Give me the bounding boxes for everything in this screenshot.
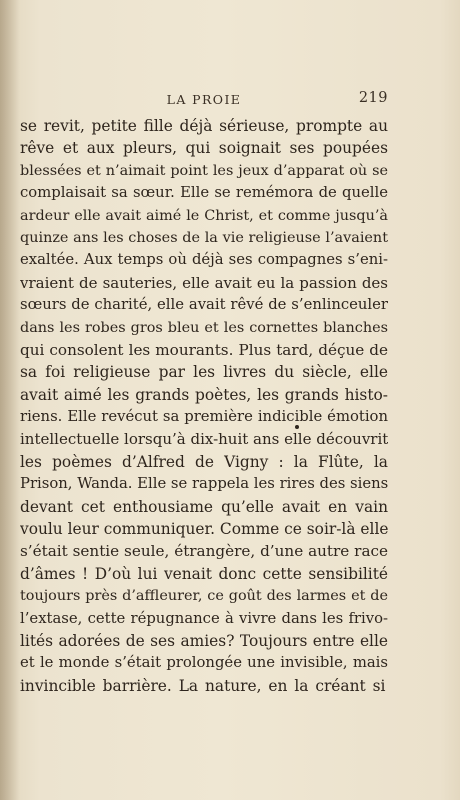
text-line: lités adorées de ses amies? Toujours entre elle (20, 631, 388, 650)
text-line: les poèmes d’Alfred de Vigny : la Flûte, la (20, 452, 388, 471)
text-line: dans les robes gros bleu et les cornettes blanches (20, 319, 388, 336)
text-line: vraient de sauteries, elle avait eu la passion des (20, 273, 388, 292)
gutter-shadow (0, 0, 20, 800)
text-line: se revit, petite fille déjà sérieuse, prompte au (20, 117, 388, 135)
text-line: qui consolent les mourants. Plus tard, déçue de (20, 340, 388, 359)
text-line: invincible barrière. La nature, en la créant si (20, 676, 386, 695)
text-line: l’extase, cette répugnance à vivre dans les frivo- (20, 609, 388, 627)
ink-speck (295, 425, 299, 429)
text-line: intellectuelle lorsqu’à dix-huit ans elle découvrit (20, 430, 388, 449)
text-line: sœurs de charité, elle avait rêvé de s’enlinceuler (20, 296, 388, 314)
text-line: sa foi religieuse par les livres du siècle, elle (20, 363, 388, 382)
text-line: blessées et n’aimait point les jeux d’apparat où se (20, 162, 388, 179)
text-line: ardeur elle avait aimé le Christ, et comme jusqu’à (20, 207, 388, 224)
text-line: exaltée. Aux temps où déjà ses compagnes s’eni- (20, 251, 388, 269)
text-line: s’était sentie seule, étrangère, d’une autre race (20, 542, 388, 561)
text-line: quinze ans les choses de la vie religieuse l’avaient (20, 229, 388, 246)
text-line: rêve et aux pleurs, qui soignait ses poupées (20, 139, 388, 158)
running-head (20, 90, 388, 110)
text-line: voulu leur communiquer. Comme ce soir-là elle (20, 520, 388, 539)
text-line: et le monde s’était prolongée une invisible, mais (20, 654, 388, 672)
text-line: Prison, Wanda. Elle se rappela les rires des siens (20, 475, 388, 493)
page-number: 219 (358, 90, 388, 106)
text-line: complaisait sa sœur. Elle se remémora de quelle (20, 184, 388, 202)
text-line: devant cet enthousiame qu’elle avait en vain (20, 497, 388, 516)
text-line: toujours près d’affleurer, ce goût des larmes et de (20, 588, 388, 605)
text-line: d’âmes ! D’où lui venait donc cette sensibilité (20, 564, 388, 583)
body-text (20, 115, 388, 697)
running-title: LA PROIE (166, 92, 242, 107)
text-line: avait aimé les grands poètes, les grands histo- (20, 385, 388, 404)
text-line: riens. Elle revécut sa première indicible émotion (20, 408, 388, 426)
